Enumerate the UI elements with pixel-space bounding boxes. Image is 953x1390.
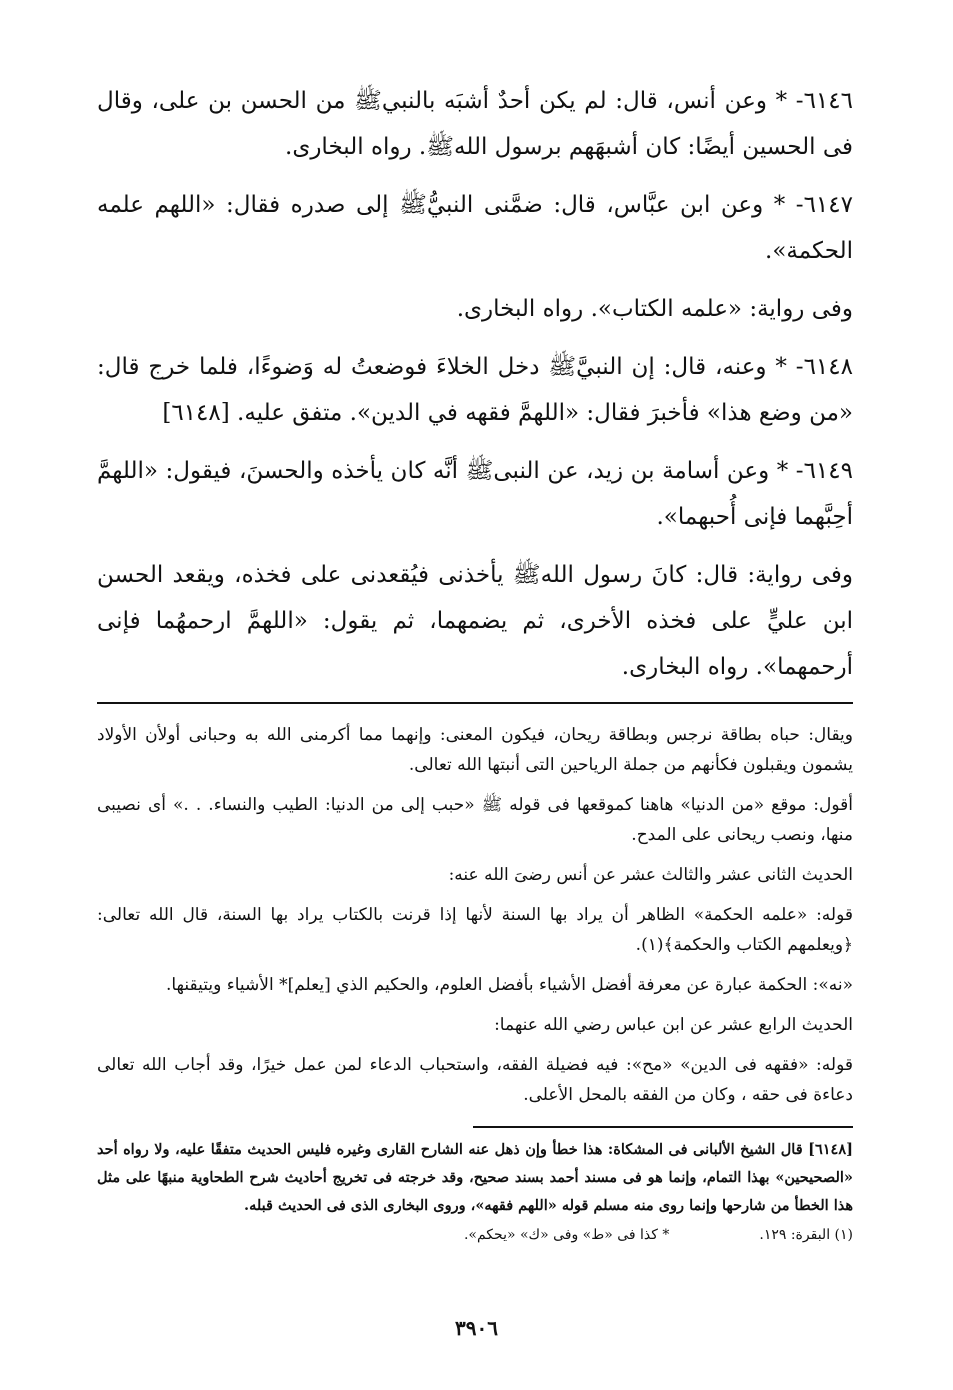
commentary-paragraph: «نه»: الحكمة عبارة عن معرفة أفضل الأشياء بأفضل العلوم، والحكيم الذي [يعلم]* الأشياء ويتيقنها. [165, 975, 853, 995]
commentary-paragraph: قوله: «فقهه فى الدين» «مح»: فيه فضيلة الفقه، واستحباب الدعاء لمن عمل خيرًا، وقد أجاب الله تعالى دعاءة فى حقه ، وكان من الفقه بالمحل الأعلى. [97, 1055, 853, 1105]
commentary-heading: الحديث الرابع عشر عن ابن عباس رضي الله عنهما: [494, 1015, 853, 1035]
footnote-1: (١) البقرة: ١٢٩. [759, 1227, 853, 1243]
commentary-paragraph: قوله: «علمه الحكمة» الظاهر أن يراد بها السنة لأنها إذا قرنت بالكتاب يراد بها السنة، قال الله تعالى: ﴿ويعلمهم الكتاب والحكمة﴾(١). [97, 905, 853, 955]
hadith-6148: ٦١٤٨- * وعنه، قال: إن النبيَّﷺ دخل الخلاءَ فوضعتُ له وَضوءًا، فلما خرج قال: «من وضع هذا» فأخبرَ فقال: «اللهمَّ فقهه في الدين». متفق عليه. [٦١٤٨] [97, 354, 853, 426]
commentary-section [97, 720, 853, 1110]
main-divider [97, 702, 853, 704]
albani-note: [٦١٤٨] قال الشيخ الألبانى فى المشكاة: هذا خطأ وإن ذهل عنه الشارح القارى وغيره فليس الحديث متفقًا عليه، ولا رواه أحد «الصحيحين» بهذا التمام، وإنما هو فى مسند أحمد بسند صحيح، وقد خرجته فى تخريج أحاديث شرح الطحاوية منبهًا على مثل هذا الخطأ من شارحها وإنما روى منه مسلم قوله «اللهم فقهه»، وروى البخارى الذى فى الحديث قبله. [97, 1141, 853, 1214]
commentary-paragraph: أقول: موقع «من الدنيا» هاهنا كموقعها فى قوله ﷺ «حبب إلى من الدنيا: الطيب والنساء. . .» أى نصيبى منها، ونصب ريحانى على المدح. [97, 795, 853, 845]
page-number: ٣٩٠٦ [455, 1316, 498, 1340]
hadith-6147: ٦١٤٧- * وعن ابن عبَّاس، قال: ضمَّنى النبيُّﷺ إلى صدره فقال: «اللهم علمه الحكمة». [97, 192, 853, 264]
hadith-6149-variant: وفى رواية: قال: كانَ رسول اللهﷺ يأخذنى فيُقعدنى على فخذه، ويقعد الحسن ابن عليٍّ على فخذه الأخرى، ثم يضمهما، ثم يقول: «اللهمَّ ارحمهُما فإنى أرحمهما». رواه البخارى. [97, 562, 853, 680]
footnotes-section [97, 1136, 853, 1248]
commentary-heading: الحديث الثانى عشر والثالث عشر عن أنس رضىَ الله عنه: [448, 865, 853, 885]
page-content [97, 78, 853, 1248]
commentary-paragraph: ويقال: حباه بطاقة نرجس وبطاقة ريحان، فيكون المعنى: وإنهما مما أكرمنى الله به وحبانى أولأن الأولاد يشمون ويقبلون فكأنهم من جملة الرياحين التى أنبتها الله تعالى. [97, 725, 853, 775]
hadith-6149: ٦١٤٩- * وعن أسامة بن زيد، عن النبىﷺ أنَّه كان يأخذه والحسنَ، فيقول: «اللهمَّ أحِبَّهما فإنى أُحبهما». [97, 458, 853, 530]
footnote-star: * كذا فى «ط» وفى «ك» «يحكم». [463, 1227, 670, 1243]
hadith-6146: ٦١٤٦- * وعن أنس، قال: لم يكن أحدٌ أشبَه بالنبيﷺ من الحسن بن على، وقال فى الحسين أيضًا: كان أشبهَهم برسول اللهﷺ. رواه البخارى. [97, 88, 853, 160]
footnote-refs [97, 1222, 853, 1248]
hadith-main-text [97, 78, 853, 690]
hadith-6147-variant: وفى رواية: «علمه الكتاب». رواه البخارى. [456, 296, 853, 322]
notes-divider [473, 1126, 853, 1128]
